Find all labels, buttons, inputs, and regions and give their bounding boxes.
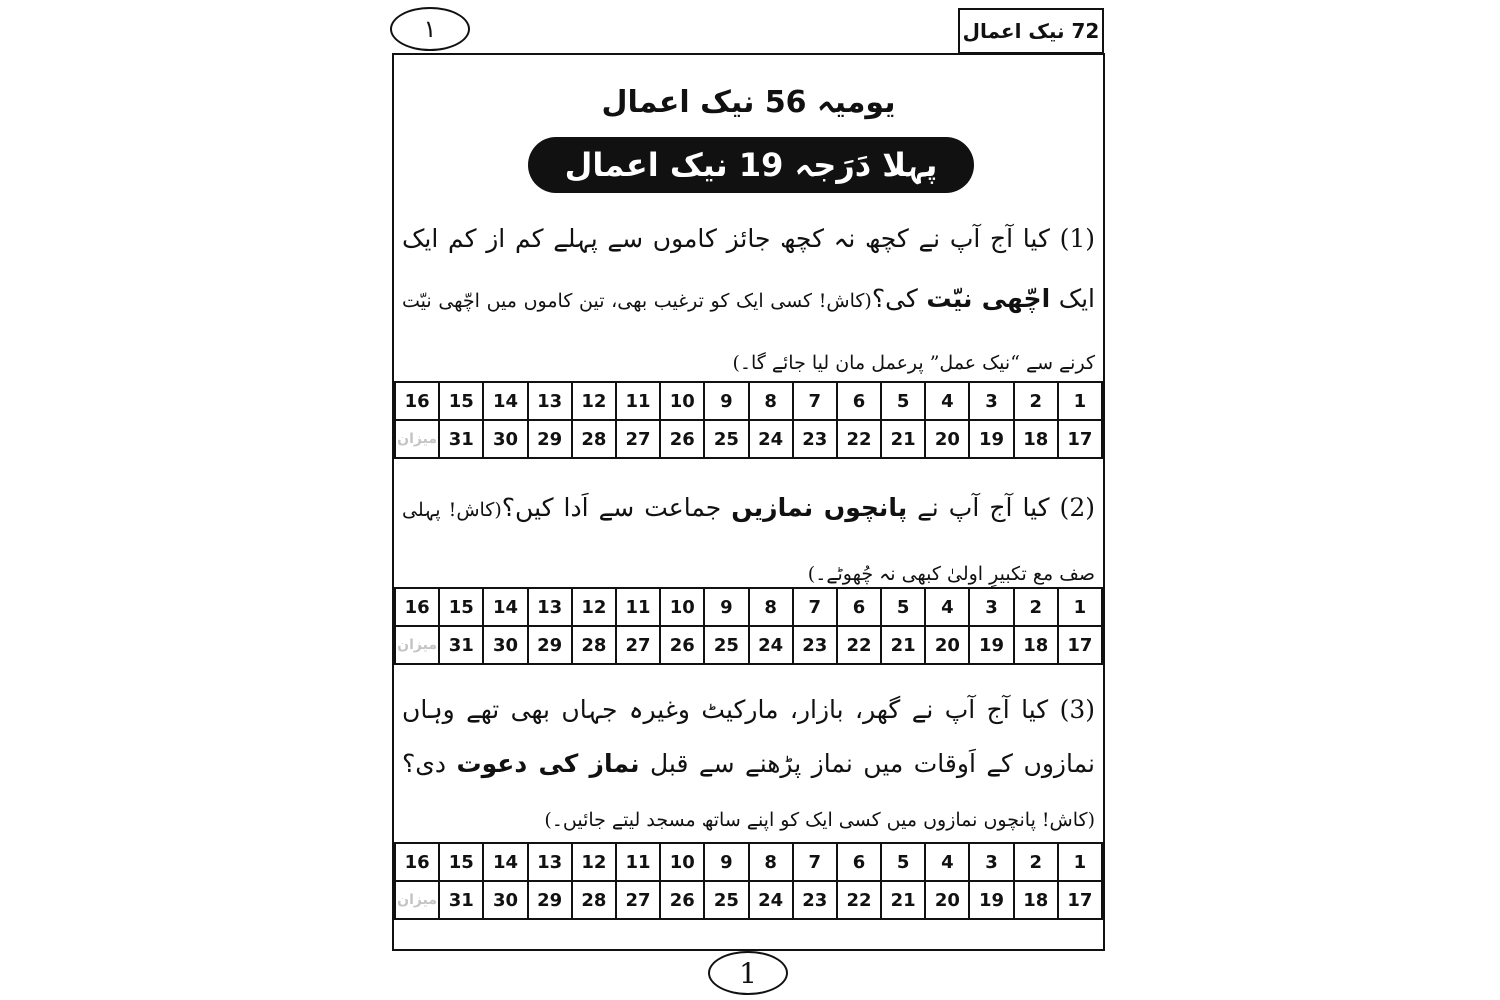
day-cell[interactable]: 28	[572, 881, 616, 919]
day-cell[interactable]: 3	[969, 843, 1013, 881]
day-cell[interactable]: 30	[483, 881, 527, 919]
mizan-total-cell[interactable]: میزان	[395, 881, 439, 919]
day-cell[interactable]: 9	[704, 843, 748, 881]
day-cell[interactable]: 1	[1058, 382, 1102, 420]
day-cell[interactable]: 22	[837, 420, 881, 458]
day-cell[interactable]: 11	[616, 588, 660, 626]
item-3-note: (کاش! پانچوں نمازوں میں کسی ایک کو اپنے ساتھ مسجد لیتے جائیں۔)	[544, 809, 1095, 831]
mizan-total-cell[interactable]: میزان	[395, 626, 439, 664]
day-cell[interactable]: 15	[439, 588, 483, 626]
day-cell[interactable]: 4	[925, 382, 969, 420]
day-cell[interactable]: 11	[616, 382, 660, 420]
item-1-text	[402, 209, 1095, 393]
day-cell[interactable]: 29	[528, 420, 572, 458]
day-cell[interactable]: 18	[1014, 626, 1058, 664]
day-cell[interactable]: 2	[1014, 843, 1058, 881]
day-cell[interactable]: 19	[969, 420, 1013, 458]
day-cell[interactable]: 25	[704, 626, 748, 664]
day-cell[interactable]: 20	[925, 626, 969, 664]
bottom-page-number: 1	[708, 951, 788, 995]
page-frame	[392, 53, 1105, 951]
day-cell[interactable]: 20	[925, 881, 969, 919]
day-cell[interactable]: 24	[749, 881, 793, 919]
day-cell[interactable]: 2	[1014, 382, 1058, 420]
grid-row-days-17-31	[395, 420, 1102, 458]
day-cell[interactable]: 5	[881, 588, 925, 626]
day-cell[interactable]: 21	[881, 881, 925, 919]
day-cell[interactable]: 30	[483, 420, 527, 458]
day-cell[interactable]: 21	[881, 626, 925, 664]
daily-title: یومیہ 56 نیک اعمال	[601, 85, 896, 120]
day-cell[interactable]: 18	[1014, 420, 1058, 458]
top-page-number: ١	[390, 7, 470, 51]
day-cell[interactable]: 24	[749, 626, 793, 664]
day-cell[interactable]: 2	[1014, 588, 1058, 626]
day-cell[interactable]: 14	[483, 588, 527, 626]
item-1-question-end: کی؟	[871, 284, 927, 313]
day-cell[interactable]: 29	[528, 881, 572, 919]
day-cell[interactable]: 10	[660, 843, 704, 881]
day-cell[interactable]: 19	[969, 626, 1013, 664]
day-cell[interactable]: 16	[395, 843, 439, 881]
day-cell[interactable]: 4	[925, 588, 969, 626]
day-cell[interactable]: 12	[572, 843, 616, 881]
day-cell[interactable]: 16	[395, 382, 439, 420]
day-cell[interactable]: 31	[439, 881, 483, 919]
item-1-bold: اچّھی نیّت	[926, 284, 1051, 313]
day-cell[interactable]: 23	[793, 420, 837, 458]
day-cell[interactable]: 14	[483, 382, 527, 420]
day-cell[interactable]: 3	[969, 382, 1013, 420]
day-cell[interactable]: 7	[793, 843, 837, 881]
day-cell[interactable]: 5	[881, 843, 925, 881]
tracking-grid-1	[394, 381, 1103, 459]
day-cell[interactable]: 13	[528, 588, 572, 626]
day-cell[interactable]: 7	[793, 588, 837, 626]
day-cell[interactable]: 28	[572, 420, 616, 458]
day-cell[interactable]: 10	[660, 382, 704, 420]
day-cell[interactable]: 8	[749, 382, 793, 420]
day-cell[interactable]: 27	[616, 626, 660, 664]
day-cell[interactable]: 26	[660, 420, 704, 458]
day-cell[interactable]: 6	[837, 382, 881, 420]
day-cell[interactable]: 22	[837, 881, 881, 919]
day-cell[interactable]: 10	[660, 588, 704, 626]
day-cell[interactable]: 30	[483, 626, 527, 664]
day-cell[interactable]: 31	[439, 626, 483, 664]
day-cell[interactable]: 6	[837, 843, 881, 881]
day-cell[interactable]: 17	[1058, 626, 1102, 664]
day-cell[interactable]: 12	[572, 588, 616, 626]
day-cell[interactable]: 3	[969, 588, 1013, 626]
day-cell[interactable]: 8	[749, 843, 793, 881]
day-cell[interactable]: 15	[439, 843, 483, 881]
day-cell[interactable]: 26	[660, 626, 704, 664]
header-label-box: 72 نیک اعمال	[958, 8, 1104, 54]
day-cell[interactable]: 16	[395, 588, 439, 626]
day-cell[interactable]: 31	[439, 420, 483, 458]
day-cell[interactable]: 25	[704, 881, 748, 919]
day-cell[interactable]: 22	[837, 626, 881, 664]
item-2-question: (2) کیا آج آپ نے	[917, 493, 1095, 522]
item-3-question-end: دی؟	[402, 749, 457, 778]
day-cell[interactable]: 15	[439, 382, 483, 420]
grid-row-days-1-16	[395, 843, 1102, 881]
day-cell[interactable]: 11	[616, 843, 660, 881]
day-cell[interactable]: 18	[1014, 881, 1058, 919]
day-cell[interactable]: 7	[793, 382, 837, 420]
day-cell[interactable]: 14	[483, 843, 527, 881]
day-cell[interactable]: 26	[660, 881, 704, 919]
day-cell[interactable]: 23	[793, 881, 837, 919]
grid-row-days-1-16	[395, 382, 1102, 420]
day-cell[interactable]: 20	[925, 420, 969, 458]
day-cell[interactable]: 13	[528, 382, 572, 420]
item-3-bold: نماز کی دعوت	[456, 749, 640, 778]
degree-title-pill: پہلا دَرَجہ 19 نیک اعمال	[528, 137, 974, 193]
day-cell[interactable]: 13	[528, 843, 572, 881]
day-cell[interactable]: 24	[749, 420, 793, 458]
item-2-bold: پانچوں نمازیں	[731, 493, 908, 522]
day-cell[interactable]: 25	[704, 420, 748, 458]
grid-row-days-1-16	[395, 588, 1102, 626]
day-cell[interactable]: 4	[925, 843, 969, 881]
day-cell[interactable]: 17	[1058, 420, 1102, 458]
day-cell[interactable]: 5	[881, 382, 925, 420]
day-cell[interactable]: 23	[793, 626, 837, 664]
item-3-question: (3) کیا آج آپ نے گھر، بازار، مارکیٹ وغیرہ جہاں بھی تھے وہاں نمازوں کے اَوقات میں نماز پڑھنے سے قبل	[402, 695, 1095, 778]
mizan-total-cell[interactable]: میزان	[395, 420, 439, 458]
day-cell[interactable]: 1	[1058, 588, 1102, 626]
day-cell[interactable]: 8	[749, 588, 793, 626]
day-cell[interactable]: 28	[572, 626, 616, 664]
item-2-note: (کاش! پہلی صف مع تکبیرِ اولیٰ کبھی نہ چُھوٹے۔)	[402, 499, 1095, 585]
item-3-text	[402, 683, 1095, 847]
day-cell[interactable]: 17	[1058, 881, 1102, 919]
item-2-text	[402, 477, 1095, 605]
day-cell[interactable]: 19	[969, 881, 1013, 919]
tracking-grid-2	[394, 587, 1103, 665]
day-cell[interactable]: 29	[528, 626, 572, 664]
item-2-question-end: جماعت سے اَدا کیں؟	[501, 493, 732, 522]
day-cell[interactable]: 27	[616, 881, 660, 919]
day-cell[interactable]: 6	[837, 588, 881, 626]
day-cell[interactable]: 9	[704, 382, 748, 420]
day-cell[interactable]: 9	[704, 588, 748, 626]
item-1-question: (1) کیا آج آپ نے کچھ نہ کچھ جائز کاموں سے پہلے کم از کم ایک ایک	[402, 224, 1095, 313]
item-1-note: (کاش! کسی ایک کو ترغیب بھی، تین کاموں میں اچّھی نیّت کرنے سے “نیک عمل” پرعمل مان لیا جائے گا۔)	[402, 290, 1095, 374]
grid-row-days-17-31	[395, 881, 1102, 919]
grid-row-days-17-31	[395, 626, 1102, 664]
day-cell[interactable]: 21	[881, 420, 925, 458]
day-cell[interactable]: 27	[616, 420, 660, 458]
day-cell[interactable]: 12	[572, 382, 616, 420]
day-cell[interactable]: 1	[1058, 843, 1102, 881]
tracking-grid-3	[394, 842, 1103, 920]
